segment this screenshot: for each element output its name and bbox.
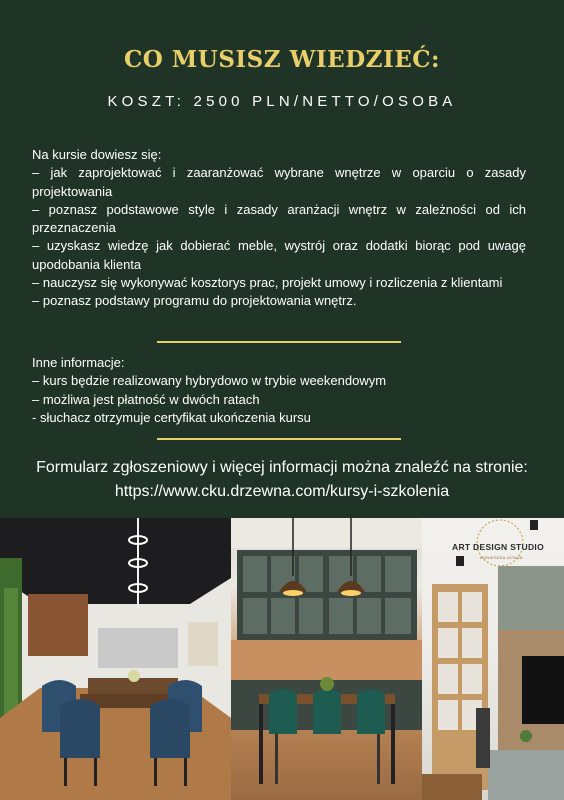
interior-photos — [0, 518, 564, 800]
course-cost: KOSZT: 2500 PLN/NETTO/OSOBA — [107, 93, 457, 110]
course-info-item: – uzyskasz wiedzę jak dobierać meble, wystrój oraz dodatki biorąc pod uwagę upodobania klienta — [32, 238, 526, 272]
kitchen-photo — [231, 518, 422, 800]
gold-divider — [157, 341, 401, 343]
studio-logo-name: ART DESIGN STUDIO — [452, 542, 544, 552]
gold-divider — [157, 438, 401, 440]
dining-room-photo — [0, 518, 231, 800]
course-info-section — [32, 146, 526, 311]
course-info-item: – poznasz podstawy programu do projektowania wnętrz. — [32, 293, 357, 309]
course-info-item: – nauczysz się wykonywać kosztorys prac, projekt umowy i rozliczenia z klientami — [32, 275, 503, 291]
living-room-photo — [422, 518, 564, 800]
registration-info — [0, 456, 564, 504]
registration-text: Formularz zgłoszeniowy i więcej informacji można znaleźć na stronie: — [36, 459, 528, 476]
other-info-heading: Inne informacje: — [32, 355, 125, 370]
course-info-item: – poznasz podstawowe style i zasady aranżacji wnętrz w zależności od ich przeznaczenia — [32, 201, 526, 236]
studio-logo-subtitle: AGNIESZKA LESIUK — [480, 555, 523, 560]
other-info-item: - słuchacz otrzymuje certyfikat ukończenia kursu — [32, 409, 311, 425]
course-info-heading: Na kursie dowiesz się: — [32, 147, 162, 162]
other-info-item: – kurs będzie realizowany hybrydowo w trybie weekendowym — [32, 373, 387, 389]
living-room-illustration — [422, 518, 564, 800]
kitchen-illustration — [231, 518, 422, 800]
other-info-item: – możliwa jest płatność w dwóch ratach — [32, 391, 260, 407]
dining-room-illustration — [0, 518, 231, 800]
page-title: CO MUSISZ WIEDZIEĆ: — [123, 46, 441, 73]
registration-url[interactable]: https://www.cku.drzewna.com/kursy-i-szkolenia — [114, 483, 450, 500]
course-info-item: – jak zaprojektować i zaaranżować wybrane wnętrze w oparciu o zasady projektowania — [32, 165, 526, 199]
other-info-section — [32, 354, 526, 427]
